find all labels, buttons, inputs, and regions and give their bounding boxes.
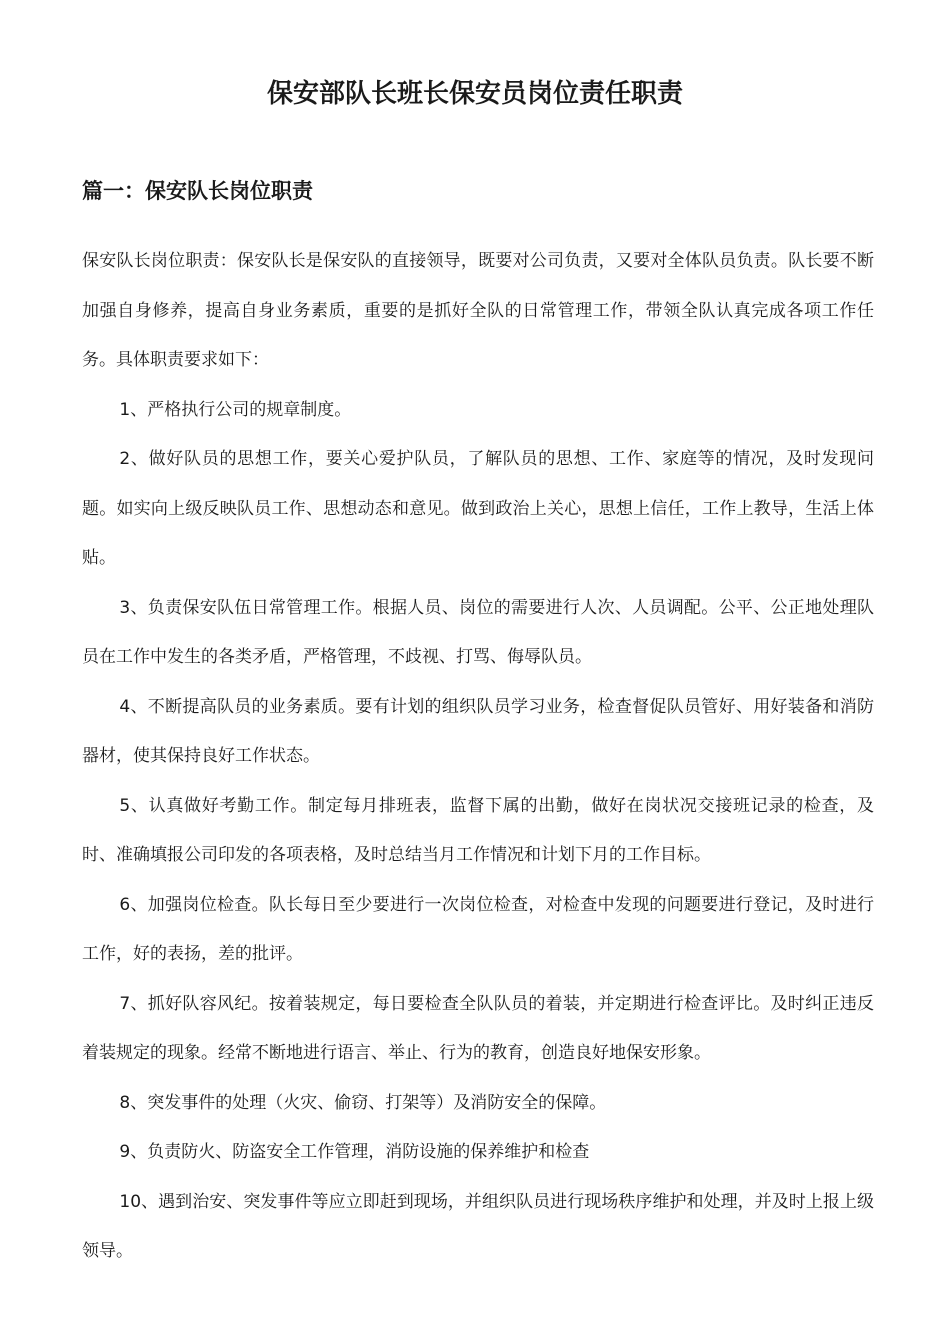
- duty-item-7: 7、抓好队容风纪。按着装规定，每日要检查全队队员的着装，并定期进行检查评比。及时纠正违反着装规定的现象。经常不断地进行语言、举止、行为的教育，创造良好地保安形象。: [82, 993, 874, 1063]
- duty-item-5: 5、认真做好考勤工作。制定每月排班表，监督下属的出勤，做好在岗状况交接班记录的检查，及时、准确填报公司印发的各项表格，及时总结当月工作情况和计划下月的工作目标。: [82, 795, 874, 865]
- duty-item-8: 8、突发事件的处理（火灾、偷窃、打架等）及消防安全的保障。: [119, 1092, 607, 1113]
- duty-item-6: 6、加强岗位检查。队长每日至少要进行一次岗位检查，对检查中发现的问题要进行登记，及时进行工作，好的表扬，差的批评。: [82, 894, 874, 964]
- document-title: 保安部队长班长保安员岗位责任职责: [266, 79, 683, 109]
- section-body: [82, 237, 874, 1277]
- intro-paragraph: 保安队长岗位职责：保安队长是保安队的直接领导，既要对公司负责，又要对全体队员负责。队长要不断加强自身修养，提高自身业务素质，重要的是抓好全队的日常管理工作，带领全队认真完成各项工作任务。具体职责要求如下：: [82, 251, 874, 370]
- duty-item-4: 4、不断提高队员的业务素质。要有计划的组织队员学习业务，检查督促队员管好、用好装备和消防器材，使其保持良好工作状态。: [82, 696, 874, 766]
- duty-item-9: 9、负责防火、防盗安全工作管理，消防设施的保养维护和检查: [119, 1142, 590, 1162]
- duty-item-1: 1、严格执行公司的规章制度。: [119, 399, 352, 420]
- section-heading: 篇一：保安队长岗位职责: [82, 179, 313, 203]
- duty-item-3: 3、负责保安队伍日常管理工作。根据人员、岗位的需要进行人次、人员调配。公平、公正地处理队员在工作中发生的各类矛盾，严格管理，不歧视、打骂、侮辱队员。: [82, 597, 874, 667]
- duty-item-2: 2、做好队员的思想工作，要关心爱护队员，了解队员的思想、工作、家庭等的情况，及时发现问题。如实向上级反映队员工作、思想动态和意见。做到政治上关心，思想上信任，工作上教导，生活上体贴。: [82, 449, 874, 568]
- duty-item-10: 10、遇到治安、突发事件等应立即赶到现场，并组织队员进行现场秩序维护和处理，并及时上报上级领导。: [82, 1191, 874, 1261]
